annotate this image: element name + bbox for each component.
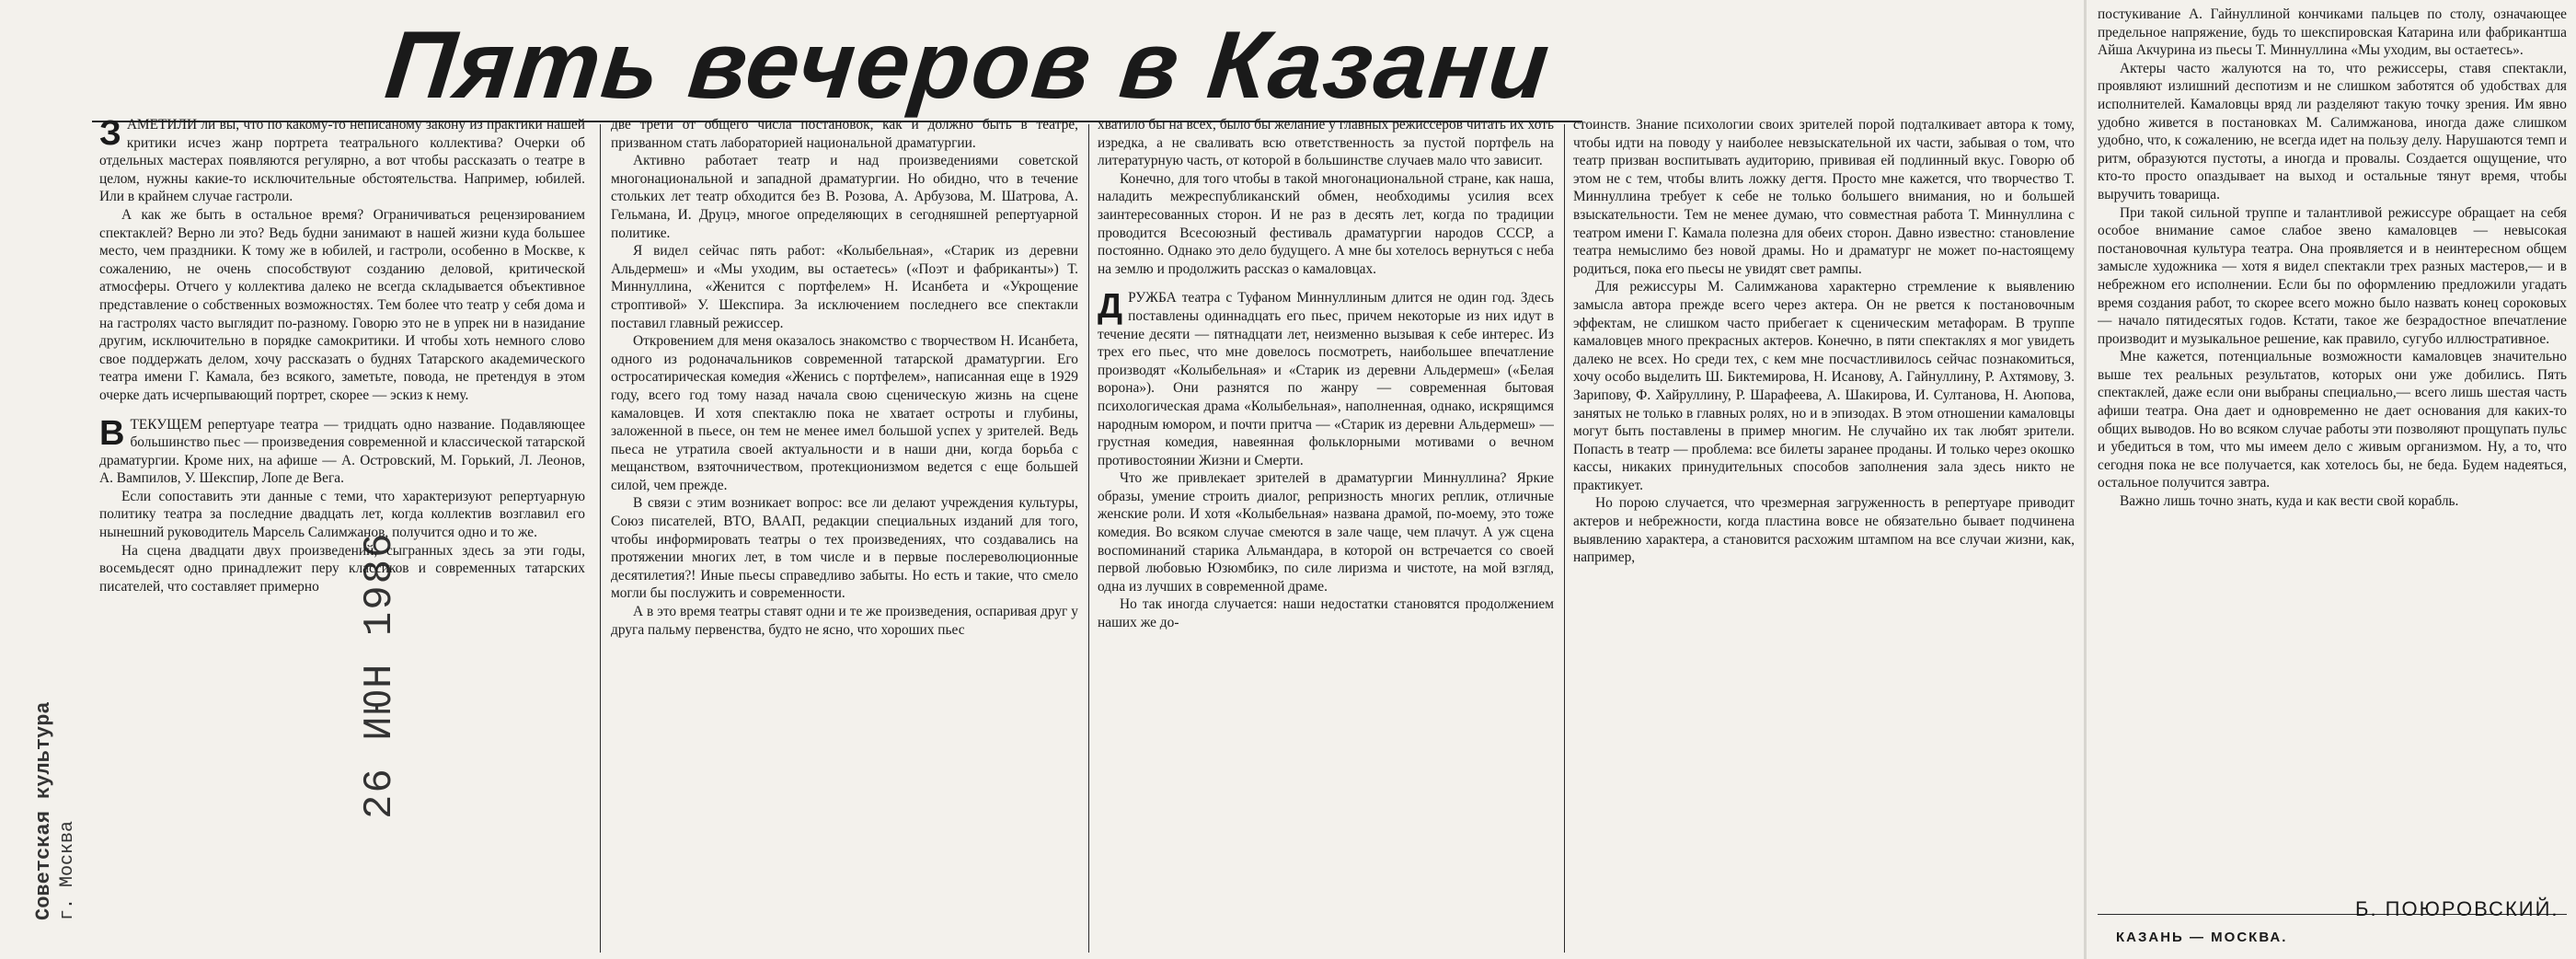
article-column-3 [1098,116,1554,955]
drop-cap: З [99,114,121,153]
column-divider-2 [1088,124,1089,953]
paragraph: Д РУЖБА театра с Туфаном Миннуллиным длится не один год. Здесь поставлены одиннадцать его пьес, причем некоторые из них идут в течение десяти — пятнадцати лет, неизменно вызывая к себе интерес. Из трех его пьес, что мне довелось посмотреть, наибольшее впечатление производят «Колыбельная» и «Старик из деревни Альдермеш» («Белая ворона»). Они разнятся по жанру — современная бытовая психологическая драма «Колыбельная», наполненная, однако, искрящимся народным юмором, и почти притча — «Старик из деревни Альдермеш» — грустная комедия, навеянная фольклорными мотивами о вечном противостоянии Жизни и Смерти. [1098,287,1554,468]
paragraph: Активно работает театр и над произведениями советской многонациональной и западной драматургии. Но обидно, что в течение стольких лет театр обходится без В. Розова, А. Арбузова, М. Шатрова, А. Гельмана, И. Друцэ, многое определяющих в сегодняшней репертуарной политике. [611,153,1078,241]
paragraph: При такой сильной труппе и талантливой режиссуре обращает на себя особое внимание самое слабое звено камаловцев — невысокая постановочная культура театра. Она проявляется и в неинтересном общем замысле художника — хотя я видел спектакли трех разных мастеров,— и в небрежном его исполнении. Если бы по оформлению предложили угадать время создания работ, то скорее всего можно было назвать конец сороковых — начало пятидесятых годов. Кстати, такое же безрадостное впечатление производит и музыкальное решение, как правило, сугубо иллюстративное. [2098,204,2567,347]
drop-cap: Д [1098,287,1123,327]
paragraph: Я видел сейчас пять работ: «Колыбельная», «Старик из деревни Альдермеш» и «Мы уходим, вы остаетесь» («Поэт и фабриканты») Т. Миннуллина, «Женится с портфелем» Н. Исанбета и «Укрощение строптивой» У. Шекспира. За исключением последнего все спектакли поставил главный режиссер. [611,243,1078,331]
paragraph: А в это время театры ставят одни и те же произведения, оспаривая друг у друга пальму первенства, будто не ясно, что хороших пьес [611,604,1078,638]
paragraph: стоинств. Знание психологии своих зрителей порой подталкивает автора к тому, чтобы идти на поводу у наиболее невзыскательной их части, забывая о том, что театр призван воспитывать аудиторию, прививая ей подлинный вкус. Говорю об этом не с тем, чтобы влить ложку дегтя. Просто мне кажется, что творчество Т. Миннуллина требует к себе не только большего внимания, но и большей взыскательности. Тем не менее думаю, что совместная работа Т. Миннуллина с театром имени Г. Камала полезна для обеих сторон. Давно известно: становление театра немыслимо без новой драмы. Но и драматург не может по-настоящему родиться, пока его пьесы не увидят свет рампы. [1573,117,2075,277]
paragraph: На сцена двадцати двух произведений, сыгранных здесь за эти годы, восемьдесят одно принадлежит перу классиков и современных татарских писателей, что составляет примерно [99,542,585,595]
paragraph: Но так иногда случается: наши недостатки становятся продолжением наших же до- [1098,596,1554,631]
paragraph: Актеры часто жалуются на то, что режиссеры, ставя спектакли, проявляют излишний деспотизм и не слишком заботятся об удобствах для исполнителей. Камаловцы вряд ли разделяют такую точку зрения. Им явно удобно живется в постановках М. Салимжанова, иногда даже слишком удобно, что, к сожалению, не всегда идет на пользу делу. Нарушаются темп и ритм, образуются пустоты, а иногда и провалы. Создается ощущение, что кто-то просто опаздывает на выход и остальные тянут время, чтобы выручить товарища. [2098,60,2567,202]
paragraph: В ТЕКУЩЕМ репертуаре театра — тридцать одно название. Подавляющее большинство пьес — произведения современной и классической татарской драматургии. Кроме них, на афише — А. Островский, М. Горький, Л. Леонов, А. Вампилов, У. Шекспир, Лопе де Вега. [99,413,585,487]
paragraph: Если сопоставить эти данные с теми, что характеризуют репертуарную политику театра за последние двадцать лет, когда коллектив возглавил его нынешний руководитель Марсель Салимжанов, получится одно и то же. [99,488,585,541]
paragraph: З АМЕТИЛИ ли вы, что по какому-то неписаному закону из практики нашей критики исчез жанр портрета театрального коллектива? Очерки об отдельных мастерах появляются регулярно, а вот чтобы рассказать о театре в целом, нужны какие-то исключительные обстоятельства. Например, юбилей. Или в крайнем случае гастроли. [99,114,585,205]
paragraph: Конечно, для того чтобы в такой многонациональной стране, как наша, наладить межреспубликанский обмен, необходимы усилия всех заинтересованных сторон. И не раз в десять лет, когда по традиции проводится Всесоюзный фестиваль драматургии народов СССР, а постоянно. Однако это дело будущего. А мне бы хотелось вернуться с неба на землю и продолжить рассказ о камаловцах. [1098,170,1554,277]
article-column-2 [611,116,1078,955]
paragraph: Откровением для меня оказалось знакомство с творчеством Н. Исанбета, одного из родоначальников современной татарской драматургии. Его остросатирическая комедия «Женись с портфелем», написанная еще в 1929 году, всего год тому назад начала свою сценическую жизнь на сцене камаловцев. И хотя спектаклю пока не хватает остроты и глубины, заложенной в пьесе, он тем не менее имел большой успех у зрителей. Ведь пьеса не утратила своей актуальности и в наши дни, когда борьба с мещанством, взяточничеством, протекционизмом ведется с еще большей силой, чем прежде. [611,333,1078,493]
clip-gap [2084,0,2087,959]
paragraph: хватило бы на всех, было бы желание у главных режиссеров читать их хоть изредка, а не сваливать всю ответственность за пустой портфель на литературную часть, от которой в большинстве случаев мало что зависит. [1098,117,1554,169]
paragraph: Но порою случается, что чрезмерная загруженность в репертуаре приводит актеров и небрежности, когда пластина вовсе не обязательно бывает подчинена выявлению характера, а становится расхожим штампом на все случаи жизни, как, например, [1573,495,2075,566]
paragraph: А как же быть в остальное время? Ограничиваться рецензированием спектаклей? Верно ли это? Ведь будни занимают в нашей жизни куда большее место, чем праздники. К тому же в юбилей, и гастроли, особенно в Москве, к сожалению, не очень способствуют созданию деловой, критической атмосферы. Отчего у коллектива далеко не всегда складывается объективное представление о собственных возможностях. Тем более что театр у себя дома и на гастролях часто выглядит по-разному. Говорю это не в упрек ни в назидание другим, исключительно в порядке самокритики. И чтобы хоть немного слово свое поддержать делом, хочу рассказать о буднях Татарского академического театра имени Г. Камала, без всякого, заметьте, повода, не претендуя в этом очерке дать исчерпывающий портрет, скорее — эскиз к нему. [99,206,585,403]
paragraph: Мне кажется, потенциальные возможности камаловцев значительно выше тех реальных результатов, которых они уже добились. Пять спектаклей, даже если они выбраны специально,— всего лишь шестая часть афиши театра. Она дает и одновременно не дает основания для каких-то общих выводов. Но во всяком случае работы эти позволяют прощупать пульс и убедиться в том, что мы имеем дело с живым организмом. Ну, а то, что сегодня пока не все получается, как хотелось бы, не беда. Будем надеяться, остальное получится завтра. [2098,349,2567,491]
dateline: КАЗАНЬ — МОСКВА. [2116,930,2288,945]
article-column-1 [99,109,585,955]
paragraph: Для режиссуры М. Салимжанова характерно стремление к выявлению замысла автора прежде всего через актера. Он не рвется к постановочным эффектам, не слишком часто прибегает к сценическим метафорам. В труппе камаловцев много прекрасных актеров. Конечно, в пяти спектаклях я мог увидеть далеко не всех. Но среди тех, с кем мне посчастливилось сейчас познакомиться, хочу особо выделить Ш. Биктемирова, Н. Исанову, А. Гайнуллину, Р. Ахтямову, З. Зарипову, Ф. Хайруллину, Р. Шарафеева, А. Шакирова, И. Султанова, Н. Аюпова, занятых не только в главных ролях, но и в эпизодах. В этом отношении камаловцы могут быть поставлены в пример многим. Не случайно их так любят зрители. Попасть в театр — проблема: все билеты заранее проданы. И только через окошко кассы, никаких принудительных способов заполнения зала здесь никто не практикует. [1573,279,2075,493]
drop-cap: В [99,413,125,453]
paragraph: две трети от общего числа постановок, как и должно быть в театре, призванном стать лабораторией национальной драматургии. [611,117,1078,151]
paragraph: Что же привлекает зрителей в драматургии Миннуллина? Яркие образы, умение строить диалог, репризность многих реплик, отличные женские роли. И хотя «Колыбельная» названа драмой, по-моему, это тоже комедия. Во всяком случае смеются в зале чаще, чем плачут. А уж сцена воспоминаний старика Альмандара, в которой он встречается со своей первой любовью Юзюмбикэ, по силе лиризма и чистоте, на мой взгляд, одна из лучших в современной драме. [1098,470,1554,595]
paragraph: постукивание А. Гайнуллиной кончиками пальцев по столу, означающее предельное напряжение, будь то шекспировская Катарина или фабрикантша Айша Акчурина из пьесы Т. Миннуллина «Мы уходим, вы остаетесь». [2098,6,2567,59]
author-signature: Б. ПОЮРОВСКИЙ. [2355,897,2559,920]
source-stamp: Советская культура [32,701,55,920]
article-column-4 [1573,116,2075,955]
article-title: Пять вечеров в Казани [380,12,1556,119]
date-stamp: 26 ИЮН 1986 [357,531,403,819]
paragraph: В связи с этим возникает вопрос: все ли делают учреждения культуры, Союз писателей, ВТО, ВААП, редакции специальных изданий для того, чтобы информировать театры о тех произведениях, что создавались на протяжении многих лет, в том числе и в первые послереволюционные десятилетия?! Иные пьесы справедливо забыты. Но есть и такие, что смело могли бы послужить и современности. [611,495,1078,602]
source-city-stamp: г. Москва [57,820,78,920]
column-divider-3 [1564,124,1565,953]
article-column-5 [2098,6,2567,898]
column-divider-1 [600,124,601,953]
paragraph: Важно лишь точно знать, куда и как вести свой корабль. [2120,493,2459,510]
